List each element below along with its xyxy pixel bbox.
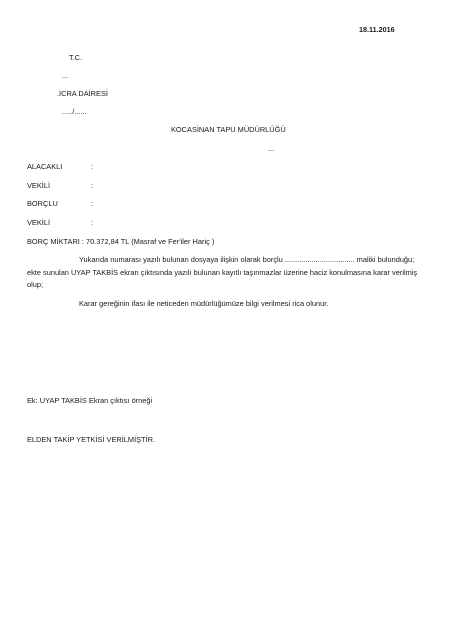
- esas-number: ...../......: [62, 107, 87, 116]
- placeholder-dots: ...: [268, 144, 275, 153]
- field-colon: :: [91, 162, 94, 171]
- attachment-note: Ek: UYAP TAKBİS Ekran çıktısı örneği: [27, 396, 153, 405]
- alacakli-vekili-field: [27, 181, 94, 191]
- field-colon: :: [91, 218, 94, 227]
- body-paragraph-2: Karar gereğinin ifası ile neticeden müdürlüğümüze bilgi verilmesi rica olunur.: [79, 299, 329, 308]
- alacakli-label: ALACAKLI: [27, 162, 63, 171]
- borc-miktari-field: BORÇ MİKTARI : 70.372,84 TL (Masraf ve Fer'iler Hariç ): [27, 237, 215, 246]
- borclu-label: BORÇLU: [27, 199, 58, 208]
- alacakli-field: [27, 162, 94, 172]
- vekili-label: VEKİLİ: [27, 181, 51, 190]
- placeholder-dots: ...: [62, 71, 69, 80]
- borclu-vekili-field: [27, 218, 94, 228]
- vekili-label: VEKİLİ: [27, 218, 51, 227]
- field-colon: :: [91, 199, 94, 208]
- borclu-field: [27, 199, 94, 209]
- field-colon: :: [91, 181, 94, 190]
- document-date: 18.11.2016: [359, 25, 395, 34]
- icra-dairesi-label: .İCRA DAİRESİ: [57, 89, 108, 98]
- tc-header: T.C.: [69, 53, 83, 62]
- recipient-heading: KOCASİNAN TAPU MÜDÜRLÜĞÜ: [171, 125, 286, 134]
- elden-takip-note: ELDEN TAKİP YETKİSİ VERİLMİŞTİR.: [27, 435, 156, 444]
- body-paragraph-1: Yukarıda numarası yazılı bulunan dosyaya ilişkin olarak borçlu .................................. maliki bulunduğu; ekte sunulan UYAP TAKBİS ekran çıktısında yazılı bulunan kayıtlı taşınmazlar üzerine haciz konulmasına karar verilmiş olup;: [27, 255, 418, 289]
